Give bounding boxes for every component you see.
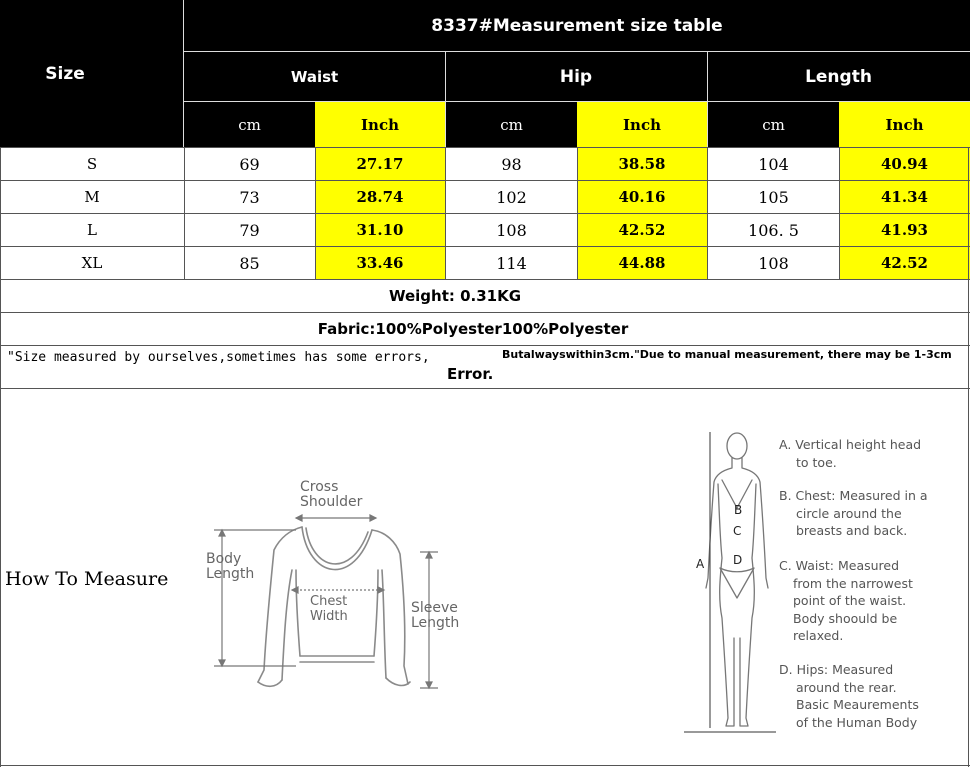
size-column-header: Size bbox=[45, 63, 85, 84]
fabric-text: Fabric:100%Polyester100%Polyester bbox=[317, 320, 629, 338]
cell-hip-inch: 40.16 bbox=[577, 181, 707, 213]
cell-waist-cm: 73 bbox=[239, 187, 260, 207]
cross-shoulder-label-line: Shoulder bbox=[300, 494, 363, 510]
legend-line: A. Vertical height head bbox=[779, 437, 922, 452]
body-length-label-line: Length bbox=[206, 566, 255, 582]
chest-width-label-line: Width bbox=[310, 609, 348, 624]
unit-cm-waist: cm bbox=[238, 115, 261, 134]
cell-waist-inch: 27.17 bbox=[315, 148, 445, 180]
row-divider bbox=[0, 388, 970, 389]
column-divider bbox=[839, 147, 840, 279]
note-part-2: Butalwayswithin3cm."Due to manual measurement, there may be 1-3cm bbox=[502, 348, 952, 361]
unit-cm-length: cm bbox=[762, 115, 785, 134]
cell-hip-inch: 38.58 bbox=[577, 148, 707, 180]
how-to-measure-title: How To Measure bbox=[5, 568, 169, 590]
column-divider bbox=[445, 147, 446, 279]
bottom-border bbox=[0, 765, 970, 766]
legend-d bbox=[779, 661, 919, 731]
unit-inch-hip: Inch bbox=[577, 102, 707, 147]
cell-length-inch: 42.52 bbox=[839, 247, 970, 279]
table-left-border bbox=[0, 147, 1, 767]
cell-length-inch: 40.94 bbox=[839, 148, 970, 180]
legend-line: Body shoould be bbox=[793, 610, 898, 626]
cell-length-inch: 41.34 bbox=[839, 181, 970, 213]
legend-line: breasts and back. bbox=[796, 523, 908, 538]
legend-line: to toe. bbox=[796, 454, 837, 470]
cell-waist-cm: 79 bbox=[239, 220, 260, 240]
chest-width-label-line: Chest bbox=[310, 594, 348, 609]
length-group-header: Length bbox=[805, 66, 872, 87]
table-right-border bbox=[968, 147, 969, 767]
legend-line: Basic Meaurements bbox=[796, 697, 919, 712]
cell-hip-inch: 42.52 bbox=[577, 214, 707, 246]
row-divider bbox=[0, 147, 970, 148]
size-label: M bbox=[84, 188, 100, 206]
chest-width-label bbox=[310, 594, 348, 624]
weight-text: Weight: 0.31KG bbox=[388, 287, 522, 305]
marker-d: D bbox=[733, 553, 743, 567]
cell-length-cm: 105 bbox=[758, 187, 789, 207]
human-body-sketch bbox=[680, 428, 780, 738]
table-title: 8337#Measurement size table bbox=[431, 16, 723, 36]
marker-a: A bbox=[696, 557, 705, 571]
unit-cm-hip: cm bbox=[500, 115, 523, 134]
unit-inch-length: Inch bbox=[839, 102, 970, 147]
size-label: XL bbox=[81, 254, 103, 272]
cell-waist-cm: 85 bbox=[239, 253, 260, 273]
cross-shoulder-label bbox=[300, 480, 362, 510]
cell-waist-inch: 31.10 bbox=[315, 214, 445, 246]
size-label: S bbox=[86, 155, 98, 173]
column-divider bbox=[707, 147, 708, 279]
cell-length-cm: 106. 5 bbox=[748, 220, 799, 240]
sleeve-length-label-line: Length bbox=[411, 615, 460, 631]
marker-c: C bbox=[733, 524, 742, 538]
hip-group-header: Hip bbox=[559, 66, 593, 87]
body-diagram bbox=[680, 428, 780, 738]
column-divider bbox=[577, 147, 578, 279]
row-divider bbox=[0, 246, 970, 247]
cross-shoulder-label-line: Cross bbox=[300, 479, 339, 495]
unit-inch-waist: Inch bbox=[315, 102, 445, 147]
header-divider bbox=[184, 51, 970, 52]
cell-length-inch: 41.93 bbox=[839, 214, 970, 246]
size-label: L bbox=[87, 221, 97, 239]
cell-length-cm: 104 bbox=[758, 154, 789, 174]
legend-line: of the Human Body bbox=[796, 714, 918, 730]
measurement-note bbox=[7, 346, 967, 388]
sleeve-length-label-line: Sleeve bbox=[411, 600, 458, 616]
cell-waist-inch: 33.46 bbox=[315, 247, 445, 279]
cell-length-cm: 108 bbox=[758, 253, 789, 273]
legend-line: D. Hips: Measured bbox=[779, 662, 894, 677]
sleeve-length-label bbox=[411, 601, 459, 631]
cell-hip-cm: 98 bbox=[501, 154, 522, 174]
legend-line: point of the waist. bbox=[793, 593, 907, 608]
legend-line: C. Waist: Measured bbox=[779, 558, 900, 573]
legend-line: around the rear. bbox=[796, 679, 897, 695]
cell-hip-inch: 44.88 bbox=[577, 247, 707, 279]
column-divider bbox=[315, 147, 316, 279]
legend-a bbox=[779, 436, 921, 471]
legend-b bbox=[779, 487, 928, 540]
legend-line: circle around the bbox=[796, 505, 902, 521]
note-part-3: Error. bbox=[447, 365, 494, 383]
body-length-label bbox=[206, 552, 254, 582]
column-divider bbox=[184, 147, 185, 279]
cell-waist-cm: 69 bbox=[239, 154, 260, 174]
waist-group-header: Waist bbox=[290, 67, 339, 86]
row-divider bbox=[0, 213, 970, 214]
legend-c bbox=[779, 557, 913, 645]
cell-waist-inch: 28.74 bbox=[315, 181, 445, 213]
cell-hip-cm: 114 bbox=[496, 253, 527, 273]
legend-line: B. Chest: Measured in a bbox=[779, 488, 928, 503]
marker-b: B bbox=[734, 503, 743, 517]
body-length-label-line: Body bbox=[206, 551, 242, 567]
legend-line: relaxed. bbox=[793, 628, 844, 643]
note-part-1: "Size measured by ourselves,sometimes has some errors, bbox=[7, 350, 430, 365]
cell-hip-cm: 108 bbox=[496, 220, 527, 240]
legend-line: from the narrowest bbox=[793, 575, 913, 591]
row-divider bbox=[0, 180, 970, 181]
cell-hip-cm: 102 bbox=[496, 187, 527, 207]
